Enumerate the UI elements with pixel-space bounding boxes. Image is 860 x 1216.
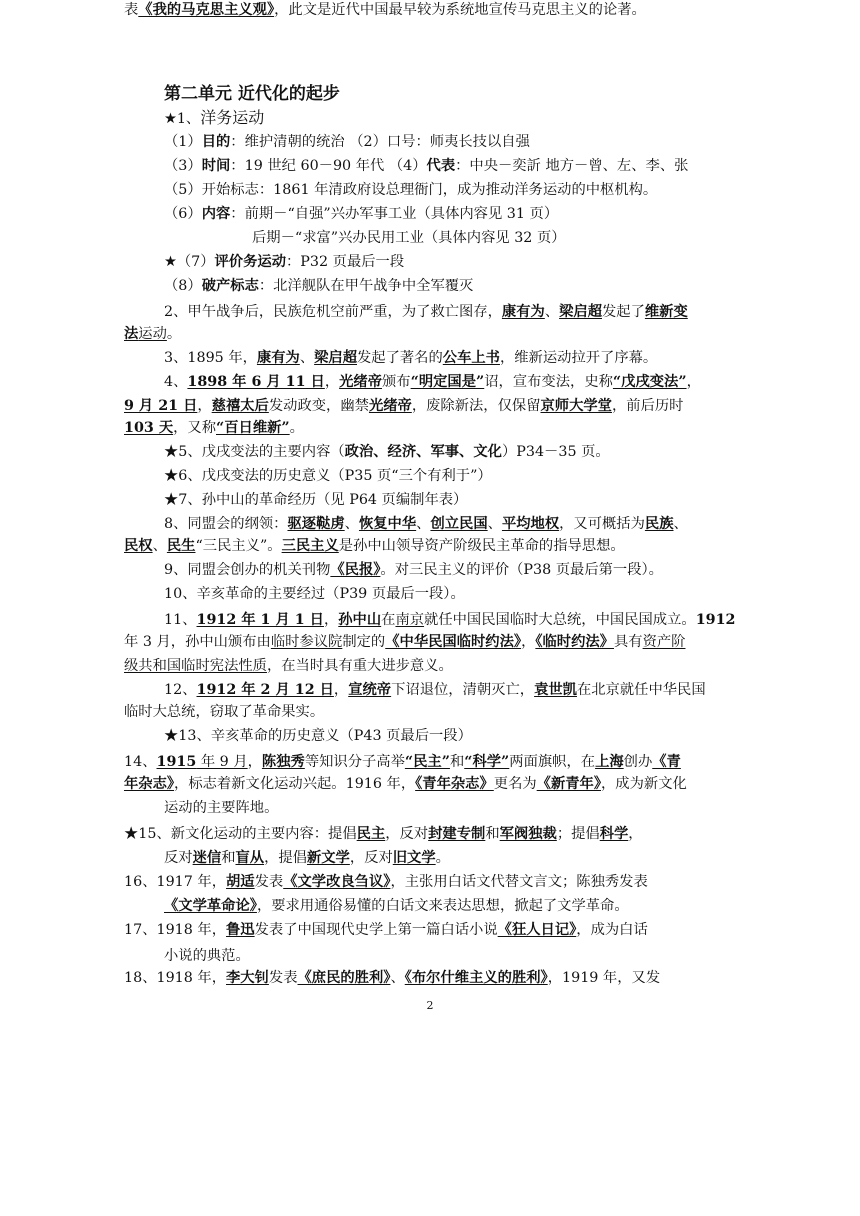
key-term: 新文学 [306, 850, 350, 866]
text-line [164, 514, 744, 534]
key-term: 平均地权 [501, 516, 560, 532]
key-term: 光绪帝 [339, 374, 383, 390]
emphasis-text: 政治、经济、军事、文化 [344, 444, 502, 460]
text-segment: 、 [487, 516, 502, 532]
text-segment: 两面旗帜，在 [509, 754, 596, 770]
text-segment: ★（7） [164, 254, 215, 270]
key-term: 民生 [166, 538, 196, 554]
text-segment: ， [686, 374, 701, 390]
text-segment: 、 [544, 304, 560, 320]
key-term: 孙中山 [338, 612, 382, 628]
text-segment: 2、甲午战争后，民族危机空前严重，为了救亡图存， [164, 304, 502, 320]
key-term: 9 月 21 日 [124, 398, 198, 414]
text-segment: ★13、辛亥革命的历史意义（P43 页最后一段） [164, 728, 472, 744]
emphasis-text: 评价务运动 [214, 254, 286, 270]
key-term: “民主” [404, 754, 450, 770]
key-term: 康有为 [501, 304, 545, 320]
text-segment: 、 [152, 538, 167, 554]
key-term: 《民报》 [330, 562, 381, 578]
text-segment: “三民主义”。 [195, 538, 282, 554]
key-term: 1915 [156, 754, 197, 770]
text-segment: 临时大总统，窃取了革命果实。 [124, 704, 325, 720]
text-line [124, 752, 744, 772]
text-segment: ，标志着新文化运动兴起。1916 年， [174, 776, 416, 792]
text-segment: 、 [344, 516, 359, 532]
text-segment: ，要求用通俗易懂的白话文来表达思想，掀起了文学革命。 [256, 898, 629, 914]
key-term: 1912 年 2 月 12 日 [196, 682, 334, 698]
text-segment: 发表了中国现代史学上第一篇白话小说 [254, 922, 498, 938]
text-line [164, 348, 744, 368]
text-segment: 发起了 [602, 304, 645, 320]
text-segment: 14、 [124, 754, 157, 770]
text-line [124, 324, 744, 344]
text-segment: 反对 [164, 850, 193, 866]
key-term: 三民主义 [281, 538, 339, 554]
text-segment: （3） [164, 158, 202, 174]
text-segment: 在 [381, 612, 396, 628]
key-term: 1912 年 1 月 1 日 [196, 612, 324, 628]
text-segment: 发起了著名的 [357, 350, 443, 366]
key-term: 运动 [138, 326, 167, 342]
text-line [164, 798, 744, 818]
page-number: 2 [426, 999, 434, 1012]
text-segment: 颁布 [382, 374, 411, 390]
text-segment: 发动政变，幽禁 [268, 398, 369, 414]
text-segment: ，维新运动拉开了序幕。 [499, 350, 658, 366]
key-term: 年杂志》 [124, 776, 175, 792]
text-segment: ：中央－奕訢 地方－曾、左、李、张 [455, 158, 689, 174]
key-term: 光绪帝 [368, 398, 412, 414]
text-line [164, 726, 744, 746]
key-term: 《中华民国临时约法》 [385, 634, 522, 650]
emphasis-text: 内容 [201, 206, 231, 222]
text-segment: 3、1895 年， [164, 350, 257, 366]
key-term: 宣统帝 [348, 682, 392, 698]
key-term: 科学 [599, 826, 629, 842]
text-segment: 发表 [254, 874, 284, 890]
text-line [164, 848, 744, 868]
text-line [164, 302, 744, 322]
text-segment: 在北京就任中华民国 [576, 682, 706, 698]
key-term: 公车上书 [442, 350, 500, 366]
text-segment: ★15、新文化运动的主要内容：提倡 [124, 826, 357, 842]
text-line [164, 896, 744, 916]
text-segment: ，此文是近代中国最早较为系统地宣传马克思主义的论著。 [274, 2, 646, 18]
text-segment: ，又称 [173, 420, 217, 436]
text-segment: ，废除新法，仅保留 [411, 398, 541, 414]
key-term: 《文学改良刍议》 [283, 874, 391, 890]
text-segment: 表 [124, 2, 139, 18]
text-segment: 和 [485, 826, 500, 842]
key-term: “戊戌变法” [612, 374, 687, 390]
text-line [164, 276, 744, 296]
key-term: 《文学革命论》 [164, 898, 257, 914]
text-segment: 4、 [164, 374, 188, 390]
emphasis-text: 目的 [201, 134, 231, 150]
text-line [164, 252, 744, 272]
text-segment: ：前期－“自强”兴办军事工业（具体内容见 31 页） [230, 206, 559, 222]
key-term: 康有为 [256, 350, 300, 366]
text-segment: 下诏退位，清朝灭亡， [391, 682, 535, 698]
text-line [124, 0, 744, 20]
key-term: 临时参议院 [270, 634, 343, 650]
text-line [124, 774, 744, 794]
text-segment: 就任中国民国临时大总统，中国民国成立。 [424, 612, 696, 628]
key-term: 1898 年 6 月 11 日 [187, 374, 325, 390]
key-term: 级共和国临时宪法性质 [124, 658, 267, 674]
text-segment: 诏，宣布变法，史称 [484, 374, 613, 390]
text-segment: ，反对 [385, 826, 429, 842]
text-segment: 。 [166, 326, 182, 342]
emphasis-text: 时间 [201, 158, 231, 174]
text-segment: 制定的 [342, 634, 386, 650]
text-segment: 。 [289, 420, 304, 436]
text-line [164, 946, 744, 966]
text-segment: ；提倡 [556, 826, 600, 842]
key-term: 陈独秀 [261, 754, 305, 770]
text-line [164, 584, 744, 604]
text-segment: ， [247, 754, 262, 770]
text-segment: ， [197, 398, 212, 414]
text-segment: 发表 [268, 970, 298, 986]
key-term: 《我的马克思主义观》 [138, 2, 275, 18]
text-line [252, 228, 860, 248]
text-line [164, 560, 744, 580]
text-segment: 等知识分子高举 [304, 754, 405, 770]
text-segment: 18、1918 年， [124, 970, 227, 986]
key-term: “科学” [464, 754, 510, 770]
text-segment: ，主张用白话文代替文言文；陈独秀发表 [390, 874, 648, 890]
key-term: 《狂人日记》 [497, 922, 577, 938]
key-term: 胡适 [226, 874, 255, 890]
text-segment: 10、辛亥革命的主要经过（P39 页最后一段）。 [164, 586, 465, 602]
page-title: 第二单元 近代化的起步 [164, 84, 340, 104]
text-segment: ，在当时具有重大进步意义。 [266, 658, 453, 674]
key-term: 《庶民的胜利》 [297, 970, 391, 986]
emphasis-text: 代表 [426, 158, 456, 174]
key-term: 维新变 [644, 304, 688, 320]
key-term: 封建专制 [428, 826, 486, 842]
text-segment: 。 [435, 850, 450, 866]
text-line [164, 204, 744, 224]
text-segment: ：19 世纪 60－90 年代 （4） [230, 158, 427, 174]
text-segment: （6） [164, 206, 202, 222]
text-line [124, 824, 744, 844]
text-segment: 、 [299, 350, 315, 366]
text-line [124, 920, 744, 940]
key-term: 法 [124, 326, 139, 342]
key-term: 资产阶 [642, 634, 686, 650]
key-term: 旧文学 [392, 850, 436, 866]
text-line [164, 610, 744, 630]
text-segment: 运动的主要阵地。 [164, 800, 279, 816]
text-segment: ，反对 [349, 850, 393, 866]
text-segment: ★5、戊戌变法的主要内容（ [164, 444, 345, 460]
text-segment: ，前后历时 [611, 398, 684, 414]
text-line [164, 442, 744, 462]
text-segment: ★7、孙中山的革命经历（见 P64 页编制年表） [164, 492, 468, 508]
key-term: 103 天 [124, 420, 174, 436]
text-line [124, 418, 744, 438]
key-term: 梁启超 [314, 350, 357, 366]
key-term: 慈禧太后 [211, 398, 269, 414]
key-term: 洋务运动 [200, 108, 265, 127]
text-segment: 、 [390, 970, 405, 986]
text-segment: 是孙中山领导资产阶级民主革命的指导思想。 [338, 538, 625, 554]
text-segment: 12、 [164, 682, 197, 698]
key-term: 创立民国 [430, 516, 488, 532]
text-segment: ，又可概括为 [559, 516, 645, 532]
text-line [124, 702, 744, 722]
text-segment: ，成为白话 [576, 922, 648, 938]
text-segment: 和 [449, 754, 465, 770]
key-term: 盲从 [235, 850, 265, 866]
key-term: 年 9 月 [196, 754, 248, 770]
text-segment: 后期－“求富”兴办民用工业（具体内容见 32 页） [252, 230, 566, 246]
text-segment: 17、1918 年， [124, 922, 227, 938]
text-segment: ， [324, 374, 340, 390]
key-term: 京师大学堂 [540, 398, 612, 414]
text-segment: 。对三民主义的评价（P38 页最后第一段）。 [380, 562, 663, 578]
key-term: 南京 [395, 612, 425, 628]
text-line [124, 968, 744, 988]
key-term: 上海 [595, 754, 624, 770]
text-segment: ）P34－35 页。 [501, 444, 610, 460]
text-line [164, 372, 744, 392]
key-term: 《临时约法》 [535, 634, 614, 650]
emphasis-text: 1912 [695, 612, 736, 628]
key-term: 驱逐鞑虏 [287, 516, 345, 532]
text-segment: ★1、 [164, 111, 201, 127]
text-line [124, 396, 744, 416]
key-term: 迷信 [192, 850, 222, 866]
key-term: 鲁迅 [226, 922, 255, 938]
text-line [124, 872, 744, 892]
text-line [164, 180, 744, 200]
text-segment: ，成为新文化 [601, 776, 687, 792]
text-line [124, 632, 744, 652]
text-segment: 8、同盟会的纲领： [164, 516, 288, 532]
emphasis-text: 破产标志 [201, 278, 259, 294]
text-segment: 和 [221, 850, 236, 866]
text-segment: 具有 [614, 634, 643, 650]
text-segment: ★6、戊戌变法的历史意义（P35 页“三个有利于”） [164, 468, 492, 484]
text-segment: 、 [416, 516, 431, 532]
text-line [124, 536, 744, 556]
text-line [164, 466, 744, 486]
key-term: 民主 [356, 826, 386, 842]
text-line [164, 490, 744, 510]
key-term: 军阀独裁 [499, 826, 557, 842]
text-segment: ，1919 年，又发 [547, 970, 661, 986]
text-segment: 小说的典范。 [164, 948, 250, 964]
text-line [124, 656, 744, 676]
key-term: 《青 [652, 754, 681, 770]
text-segment: ， [323, 612, 339, 628]
text-line [164, 156, 744, 176]
text-segment: （8） [164, 278, 202, 294]
key-term: 《青年杂志》 [415, 776, 494, 792]
key-term: 《新青年》 [536, 776, 602, 792]
key-term: “明定国是” [410, 374, 485, 390]
text-segment: ：P32 页最后一段 [286, 254, 405, 270]
text-segment: 创办 [623, 754, 653, 770]
text-segment: ， [628, 826, 643, 842]
text-segment: ：维护清朝的统治 （2）口号：师夷长技以自强 [230, 134, 530, 150]
text-segment: 9、同盟会创办的机关刊物 [164, 562, 331, 578]
text-segment: ，提倡 [264, 850, 307, 866]
key-term: 民族 [644, 516, 674, 532]
key-term: 李大钊 [226, 970, 269, 986]
text-segment: 16、1917 年， [124, 874, 227, 890]
text-line [164, 680, 744, 700]
text-segment: 11、 [164, 612, 197, 628]
key-term: 《布尔什维主义的胜利》 [404, 970, 548, 986]
key-term: “百日维新” [216, 420, 290, 436]
text-line [164, 132, 744, 152]
text-segment: 更名为 [493, 776, 537, 792]
text-segment: ， [333, 682, 349, 698]
text-segment: （1） [164, 134, 202, 150]
text-segment: 年 3 月，孙中山颁布由 [124, 634, 271, 650]
key-term: 袁世凯 [534, 682, 577, 698]
text-line [164, 108, 744, 129]
text-segment: （5）开始标志：1861 年清政府设总理衙门，成为推动洋务运动的中枢机构。 [164, 182, 658, 198]
text-segment: ， [521, 634, 536, 650]
key-term: 梁启超 [559, 304, 602, 320]
text-segment: 、 [673, 516, 688, 532]
key-term: 恢复中华 [358, 516, 417, 532]
text-segment: ：北洋舰队在甲午战争中全军覆灭 [258, 278, 474, 294]
key-term: 民权 [124, 538, 153, 554]
